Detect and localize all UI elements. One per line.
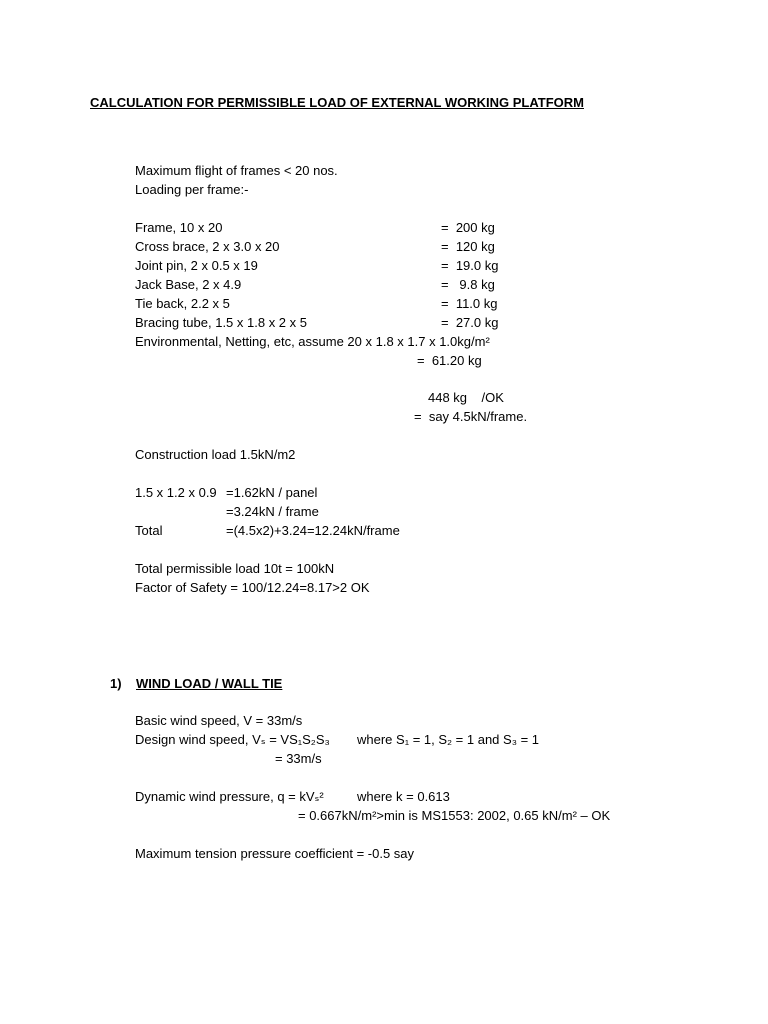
factor-of-safety: Factor of Safety = 100/12.24=8.17>2 OK (135, 580, 370, 595)
document-title: CALCULATION FOR PERMISSIBLE LOAD OF EXTERNAL WORKING PLATFORM (90, 95, 584, 110)
load-label: Bracing tube, 1.5 x 1.8 x 2 x 5 (135, 315, 307, 330)
section-heading: WIND LOAD / WALL TIE (136, 676, 283, 691)
construction-load-heading: Construction load 1.5kN/m2 (135, 447, 296, 462)
design-wind-speed: Design wind speed, Vₛ = VS₁S₂S₃ (135, 732, 330, 747)
say-kn-text: = say 4.5kN/frame. (414, 409, 528, 424)
dynamic-wind-result: = 0.667kN/m²>min is MS1553: 2002, 0.65 kN/m² – OK (298, 808, 611, 823)
environmental-label: Environmental, Netting, etc, assume 20 x 1.8 x 1.7 x 1.0kg/m² (135, 334, 490, 349)
max-tension-coefficient: Maximum tension pressure coefficient = -0.5 say (135, 846, 415, 861)
load-value: = 11.0 kg (441, 296, 498, 311)
section-number: 1) (110, 676, 122, 691)
total-kg-text: 448 kg /OK (428, 390, 504, 405)
loading-per-frame-text: Loading per frame:- (135, 182, 249, 197)
load-label: Tie back, 2.2 x 5 (135, 296, 230, 311)
load-label: Jack Base, 2 x 4.9 (135, 277, 242, 292)
load-value: = 9.8 kg (441, 277, 495, 292)
load-value: = 120 kg (441, 239, 495, 254)
design-wind-result: = 33m/s (275, 751, 322, 766)
basic-wind-speed: Basic wind speed, V = 33m/s (135, 713, 303, 728)
total-permissible-load: Total permissible load 10t = 100kN (135, 561, 335, 576)
load-value: = 200 kg (441, 220, 495, 235)
construction-line1-left: 1.5 x 1.2 x 0.9 (135, 485, 217, 500)
construction-total-value: =(4.5x2)+3.24=12.24kN/frame (226, 523, 400, 538)
environmental-value: = 61.20 kg (417, 353, 482, 368)
load-value: = 19.0 kg (441, 258, 499, 273)
construction-line1-right: =1.62kN / panel (226, 485, 318, 500)
dynamic-wind-pressure: Dynamic wind pressure, q = kVₛ² (135, 789, 324, 804)
load-label: Frame, 10 x 20 (135, 220, 223, 235)
design-wind-where: where S₁ = 1, S₂ = 1 and S₃ = 1 (357, 732, 540, 747)
load-label: Joint pin, 2 x 0.5 x 19 (135, 258, 258, 273)
load-label: Cross brace, 2 x 3.0 x 20 (135, 239, 280, 254)
construction-total-label: Total (135, 523, 163, 538)
dynamic-wind-where: where k = 0.613 (357, 789, 450, 804)
max-flight-text: Maximum flight of frames < 20 nos. (135, 163, 338, 178)
construction-line2-right: =3.24kN / frame (226, 504, 319, 519)
load-value: = 27.0 kg (441, 315, 499, 330)
